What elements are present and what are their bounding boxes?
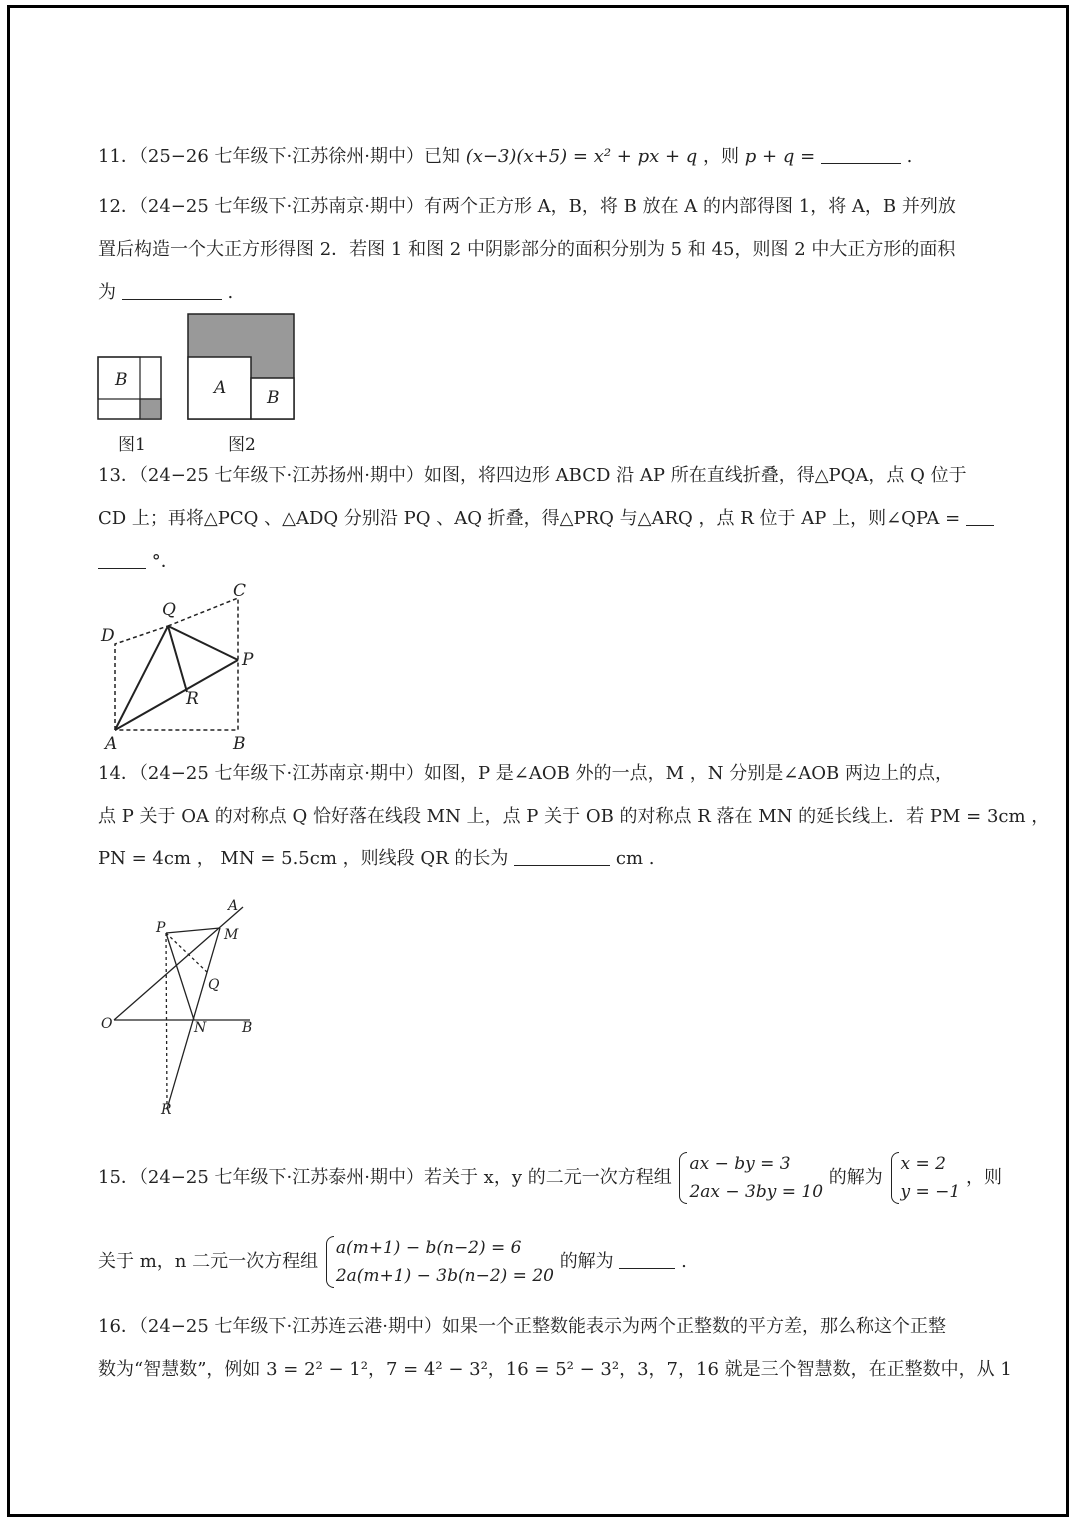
q11-then: ，则	[703, 146, 740, 167]
q14-line3: PN = 4cm ， MN = 5.5cm ，则线段 QR 的长为 cm .	[98, 848, 655, 869]
fig2-label-A: A	[214, 378, 227, 398]
q14-answer-blank[interactable]	[514, 847, 610, 866]
fig1-label-B: B	[115, 370, 128, 390]
q15-line1: 15．（24−25 七年级下·江苏泰州·期中）若关于 x，y 的二元一次方程组 ax − by = 3 2ax − 3by = 10 的解为 x = 2 y = −1 ，则	[98, 1148, 1002, 1208]
q14-label-Q: Q	[208, 977, 220, 993]
segment-PM	[166, 928, 220, 933]
question-11: 11．（25−26 七年级下·江苏徐州·期中）已知 (x−3)(x+5) = x² + px + q ，则 p + q = .	[98, 146, 913, 167]
q13-line3: °．	[98, 550, 179, 574]
q13-answer-blank-b[interactable]	[98, 550, 146, 569]
q12-answer-blank[interactable]	[122, 281, 222, 300]
q12-line3: 为 .	[98, 282, 234, 303]
q12-line2: 置后构造一个大正方形得图 2．若图 1 和图 2 中阴影部分的面积分别为 5 和 45，则图 2 中大正方形的面积	[98, 239, 956, 260]
q14-label-R: R	[161, 1102, 172, 1118]
q14-label-B: B	[242, 1020, 253, 1036]
q15-solution: x = 2 y = −1	[889, 1150, 961, 1206]
fig1-shaded-region	[140, 399, 161, 419]
q14-label-A: A	[228, 898, 239, 914]
q15-system-1: ax − by = 3 2ax − 3by = 10	[677, 1150, 823, 1206]
fig2-label-B: B	[267, 388, 280, 408]
q14-label-M: M	[224, 927, 239, 943]
q13-line1: 13．（24−25 七年级下·江苏扬州·期中）如图，将四边形 ABCD 沿 AP 所在直线折叠，得△PQA，点 Q 位于	[98, 465, 967, 486]
fold-edge-QCPB	[115, 598, 238, 730]
q11-answer-blank[interactable]	[821, 145, 901, 164]
q14-label-O: O	[101, 1016, 113, 1032]
q16-line2: 数为“智慧数”，例如 3 = 2² − 1²，7 = 4² − 3²，16 = 5² − 3²，3，7，16 就是三个智慧数，在正整数中，从 1	[98, 1359, 1012, 1380]
segment-PR	[166, 933, 167, 1109]
ray-OA	[114, 907, 243, 1020]
fig1-caption: 图1	[118, 435, 146, 455]
q12-line1: 12．（24−25 七年级下·江苏南京·期中）有两个正方形 A，B，将 B 放在 A 的内部得图 1，将 A，B 并列放	[98, 196, 956, 217]
q14-figure	[100, 895, 270, 1125]
q14-line2: 点 P 关于 OA 的对称点 Q 恰好落在线段 MN 上，点 P 关于 OB 的对称点 R 落在 MN 的延长线上．若 PM = 3cm ，	[98, 806, 1050, 827]
fig2-caption: 图2	[228, 435, 256, 455]
q11-intro: 11．（25−26 七年级下·江苏徐州·期中）已知	[98, 146, 460, 167]
q13-line2: CD 上；再将△PCQ 、△ADQ 分别沿 PQ 、AQ 折叠，得△PRQ 与△ARQ ，点 R 位于 AP 上，则∠QPA =	[98, 507, 994, 531]
q13-label-C: C	[233, 581, 247, 601]
q14-label-P: P	[156, 920, 166, 936]
segment-QP	[168, 626, 238, 660]
segment-QR	[168, 626, 187, 692]
segment-MR	[167, 928, 220, 1109]
q13-label-A: A	[105, 734, 118, 754]
q13-label-B: B	[233, 734, 246, 754]
q13-label-R: R	[186, 689, 199, 709]
q11-expression: (x−3)(x+5) = x² + px + q	[465, 146, 698, 167]
q15-answer-blank[interactable]	[619, 1250, 675, 1269]
q13-label-P: P	[242, 650, 254, 670]
q16-line1: 16．（24−25 七年级下·江苏连云港·期中）如果一个正整数能表示为两个正整数的平方差，那么称这个正整	[98, 1316, 946, 1337]
q13-answer-blank-a[interactable]	[966, 507, 994, 526]
q14-label-N: N	[194, 1020, 207, 1036]
q14-line1: 14．（24−25 七年级下·江苏南京·期中）如图，P 是∠AOB 外的一点，M ，N 分别是∠AOB 两边上的点，	[98, 763, 953, 784]
q11-ask: p + q =	[744, 146, 816, 167]
q15-line2: 关于 m，n 二元一次方程组 a(m+1) − b(n−2) = 6 2a(m+1) − 3b(n−2) = 20 的解为 .	[98, 1232, 687, 1292]
q13-label-Q: Q	[162, 600, 176, 620]
q13-label-D: D	[101, 626, 115, 646]
q15-system-2: a(m+1) − b(n−2) = 6 2a(m+1) − 3b(n−2) = 20	[324, 1234, 554, 1290]
